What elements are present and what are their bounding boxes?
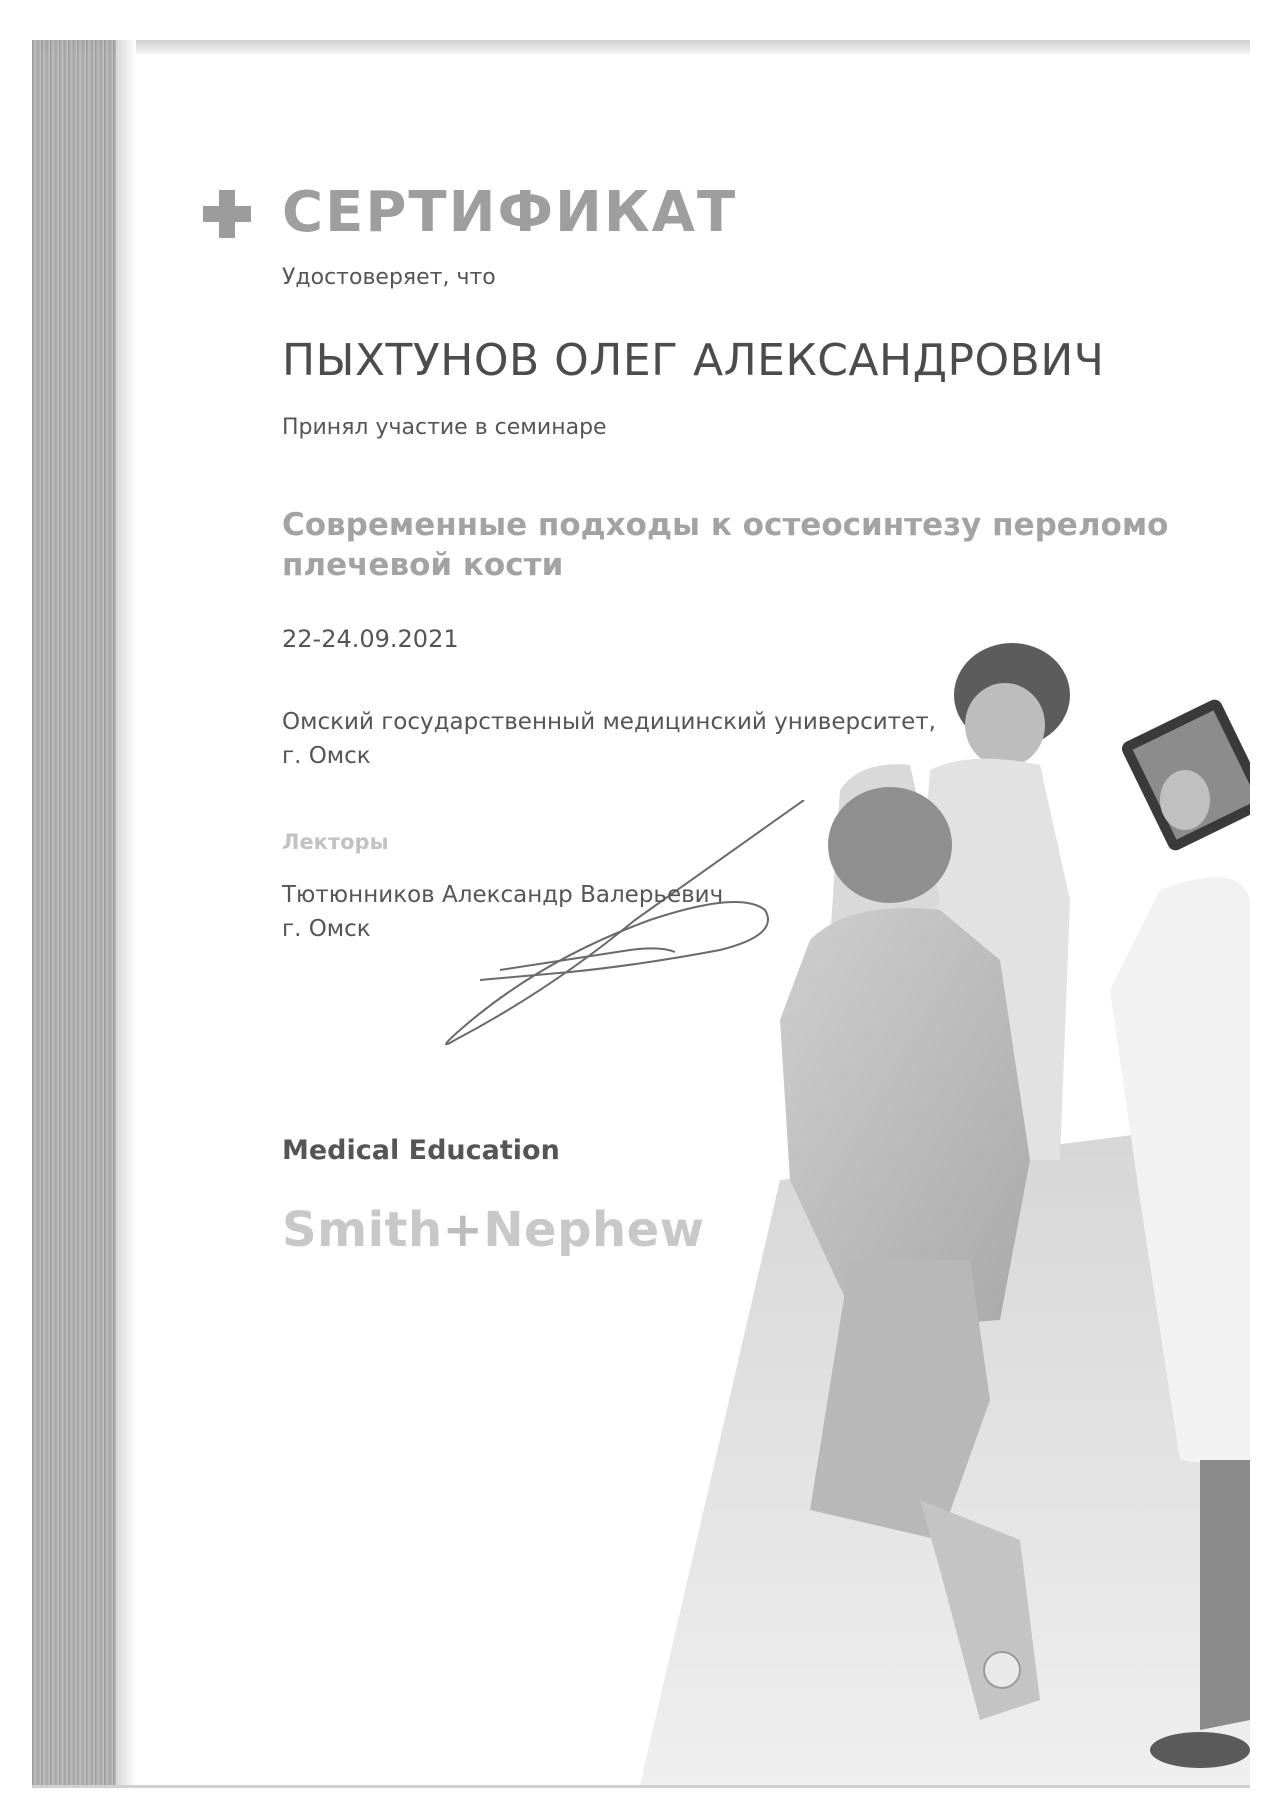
organization-block (282, 705, 936, 773)
seminar-topic (282, 505, 1168, 585)
lecturers-heading: Лекторы (282, 830, 389, 854)
organization-city: г. Омск (282, 743, 371, 769)
brand-logo-part1: Smith (282, 1202, 443, 1258)
brand-logo-plus: + (442, 1202, 484, 1258)
brand-logo (282, 1202, 705, 1258)
brand-logo-part2: Nephew (483, 1202, 705, 1258)
certifies-text: Удостоверяет, что (282, 265, 496, 290)
program-label: Medical Education (282, 1135, 560, 1166)
lecturer-name: Тютюнников Александр Валерьевич (282, 882, 724, 908)
seminar-topic-line1: Современные подходы к остеосинтезу переломо (282, 507, 1169, 543)
seminar-date: 22-24.09.2021 (282, 625, 459, 653)
seminar-topic-line2: плечевой кости (282, 547, 564, 583)
participation-text: Принял участие в семинаре (282, 415, 607, 440)
lecturer-block (282, 878, 723, 946)
plus-icon (203, 190, 251, 238)
lecturer-city: г. Омск (282, 916, 371, 942)
organization-name: Омский государственный медицинский университет, (282, 709, 936, 735)
certificate-title: СЕРТИФИКАТ (282, 180, 738, 245)
recipient-name: ПЫХТУНОВ ОЛЕГ АЛЕКСАНДРОВИЧ (282, 335, 1105, 386)
